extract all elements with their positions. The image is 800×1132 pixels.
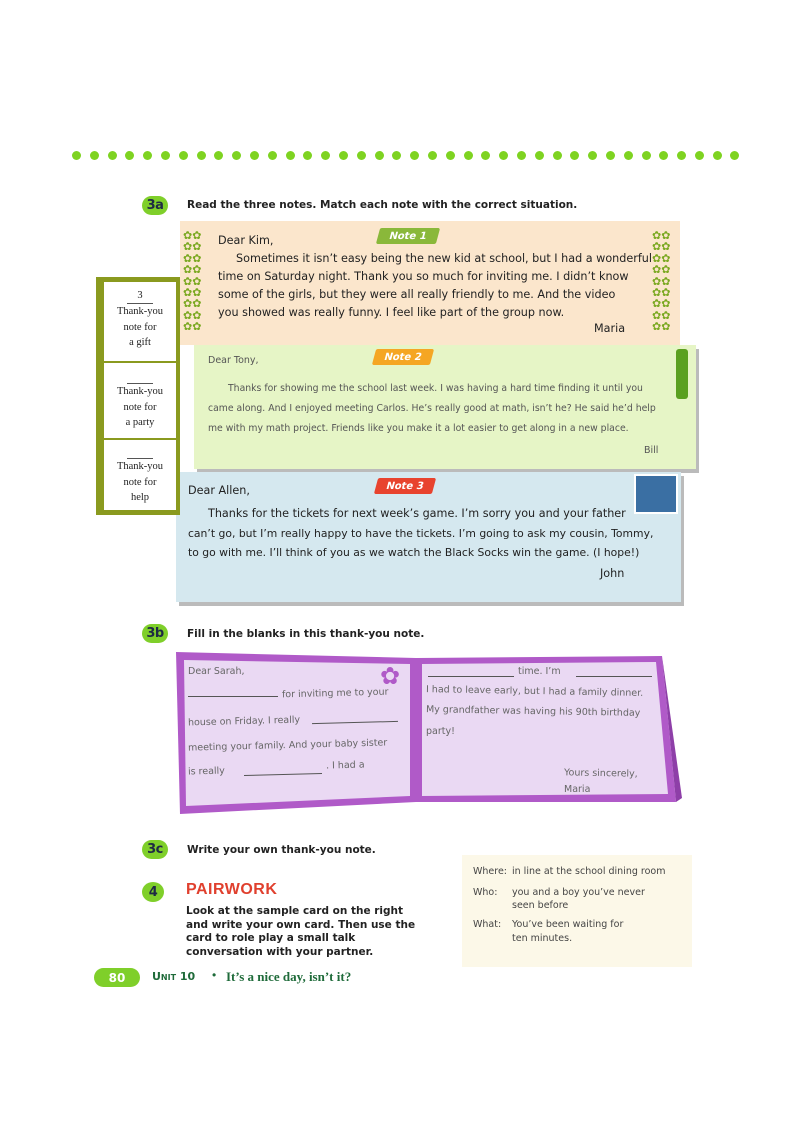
note-3-tag: Note 3 (374, 478, 436, 494)
divider-dot (250, 151, 259, 160)
section-3c-instruction: Write your own thank-you note. (187, 844, 376, 856)
baseball-picture-icon (634, 474, 678, 514)
note-1-tag: Note 1 (376, 228, 440, 244)
divider-dot (286, 151, 295, 160)
divider-dot (517, 151, 526, 160)
clover-border-left: ✿✿ ✿✿ ✿✿ ✿✿ ✿✿ ✿✿ ✿✿ ✿✿ ✿✿ (183, 230, 202, 334)
situation-text: Thank-you (116, 306, 164, 317)
divider-dot (570, 151, 579, 160)
divider-dot (214, 151, 223, 160)
note-2-line: Thanks for showing me the school last week. I was having a hard time finding it until you (228, 383, 643, 394)
footer-title: It’s a nice day, isn’t it? (226, 969, 352, 984)
section-3c-badge: 3c (142, 840, 168, 859)
note-2-salutation: Dear Tony, (208, 355, 259, 366)
situation-help[interactable] (104, 443, 176, 506)
situation-text: note for (123, 476, 157, 488)
answer-blank[interactable] (127, 443, 153, 459)
card-line: party! (426, 726, 455, 737)
note-3-line: can’t go, but I’m really happy to have the tickets. I’m going to ask my cousin, Tommy, (188, 527, 654, 540)
note-3 (176, 472, 681, 602)
pairwork-line: and write your own card. Then use the (186, 918, 416, 931)
divider-dot (428, 151, 437, 160)
answer-blank[interactable]: 3 (127, 288, 153, 304)
divider-dot (481, 151, 490, 160)
situation-text: a party (125, 417, 155, 428)
section-3b-badge: 3b (142, 624, 168, 643)
note-1 (180, 221, 680, 345)
ribbon-icon (676, 349, 688, 399)
where-label: Where: (473, 866, 508, 877)
dotted-divider (72, 151, 732, 165)
situation-text: help (130, 492, 150, 503)
divider-dot (125, 151, 134, 160)
divider-dot (535, 151, 544, 160)
clover-border-right: ✿✿ ✿✿ ✿✿ ✿✿ ✿✿ ✿✿ ✿✿ ✿✿ ✿✿ (652, 230, 671, 334)
what-value: ten minutes. (512, 933, 573, 944)
divider-dot (606, 151, 615, 160)
who-value: seen before (512, 900, 569, 911)
divider-dot (375, 151, 384, 160)
divider-dot (357, 151, 366, 160)
card-line: . I had a (325, 759, 365, 772)
note-2-line: came along. And I enjoyed meeting Carlos. He’s really good at math, isn’t he? He said he’d help (208, 403, 656, 414)
situation-text: note for (123, 401, 157, 413)
flower-icon: ✿ (380, 663, 401, 690)
divider-dot (677, 151, 686, 160)
blank-line[interactable] (576, 676, 652, 677)
divider-dot (268, 151, 277, 160)
divider-dot (303, 151, 312, 160)
divider-dot (499, 151, 508, 160)
divider-dot (553, 151, 562, 160)
divider-dot (143, 151, 152, 160)
answer-blank[interactable] (127, 368, 153, 384)
card-line: house on Friday. I really (187, 714, 301, 729)
divider-dot (339, 151, 348, 160)
where-value: in line at the school dining room (512, 866, 666, 877)
divider (104, 438, 176, 440)
divider-dot (392, 151, 401, 160)
blank-line[interactable] (428, 676, 514, 677)
card-line: for inviting me to your (281, 686, 389, 701)
divider-dot (464, 151, 473, 160)
note-2-line: me with my math project. Friends like you make it a lot easier to get along in a new place. (208, 423, 629, 434)
footer-bullet: • (212, 968, 217, 982)
card-line: I had to leave early, but I had a family dinner. (425, 684, 644, 699)
card-line: time. I’m (518, 666, 561, 677)
card-line: is really (187, 765, 226, 778)
divider-dot (624, 151, 633, 160)
divider-dot (410, 151, 419, 160)
divider-dot (108, 151, 117, 160)
divider-dot (730, 151, 739, 160)
note-3-line: Thanks for the tickets for next week’s game. I’m sorry you and your father (208, 507, 626, 520)
divider-dot (713, 151, 722, 160)
thank-you-card (176, 652, 682, 818)
section-3b-instruction: Fill in the blanks in this thank-you note. (187, 628, 425, 640)
pairwork-line: card to role play a small talk (186, 932, 356, 944)
pairwork-title: PAIRWORK (186, 881, 278, 898)
divider-dot (642, 151, 651, 160)
situation-text: a gift (129, 337, 151, 348)
situation-text: note for (123, 321, 157, 333)
page-number: 80 (108, 970, 126, 985)
divider-dot (588, 151, 597, 160)
note-1-line: time on Saturday night. Thank you so much for inviting me. I didn’t know (218, 270, 629, 283)
who-value: you and a boy you’ve never (512, 887, 645, 898)
note-2 (194, 345, 696, 469)
divider-dot (659, 151, 668, 160)
divider-dot (161, 151, 170, 160)
divider-dot (72, 151, 81, 160)
card-line: My grandfather was having his 90th birthday (425, 704, 641, 719)
divider-dot (197, 151, 206, 160)
card-signature: Maria (564, 784, 591, 795)
divider-dot (90, 151, 99, 160)
situation-text: Thank-you (116, 461, 164, 472)
footer-unit: Unit 10 (152, 970, 196, 983)
divider-dot (232, 151, 241, 160)
note-1-line: some of the girls, but they were all really friendly to me. And the video (218, 288, 616, 301)
note-1-line: you showed was really funny. I feel like part of the group now. (218, 306, 565, 319)
card-line: meeting your family. And your baby sister (187, 737, 388, 754)
section-3a-badge: 3a (142, 196, 168, 215)
situation-party[interactable] (104, 368, 176, 431)
divider-dot (321, 151, 330, 160)
note-2-tag: Note 2 (372, 349, 434, 365)
pairwork-line: Look at the sample card on the right (186, 905, 404, 917)
situation-text: Thank-you (116, 386, 164, 397)
divider-dot (695, 151, 704, 160)
note-1-salutation: Dear Kim, (218, 234, 274, 247)
section-3a-instruction: Read the three notes. Match each note with the correct situation. (187, 199, 578, 211)
note-1-line: Sometimes it isn’t easy being the new kid at school, but I had a wonderful (236, 252, 652, 265)
note-1-signature: Maria (594, 322, 626, 335)
who-label: Who: (473, 887, 498, 898)
note-2-signature: Bill (644, 445, 659, 456)
pairwork-instruction (186, 905, 415, 959)
what-label: What: (473, 919, 502, 930)
section-4-badge: 4 (142, 882, 164, 902)
divider (104, 361, 176, 363)
card-closing: Yours sincerely, (563, 767, 638, 780)
note-3-salutation: Dear Allen, (188, 484, 250, 497)
what-value: You’ve been waiting for (512, 919, 624, 930)
divider-dot (446, 151, 455, 160)
card-salutation: Dear Sarah, (188, 666, 245, 677)
page-number-pill (94, 968, 140, 987)
situations-list (104, 282, 176, 510)
pairwork-line: conversation with your partner. (186, 945, 374, 958)
divider-dot (179, 151, 188, 160)
role-card (462, 855, 692, 967)
note-3-line: to go with me. I’ll think of you as we watch the Black Socks win the game. (I hope!) (188, 546, 640, 559)
situation-gift[interactable] (104, 288, 176, 351)
blank-line[interactable] (188, 696, 278, 697)
note-3-signature: John (600, 567, 625, 580)
